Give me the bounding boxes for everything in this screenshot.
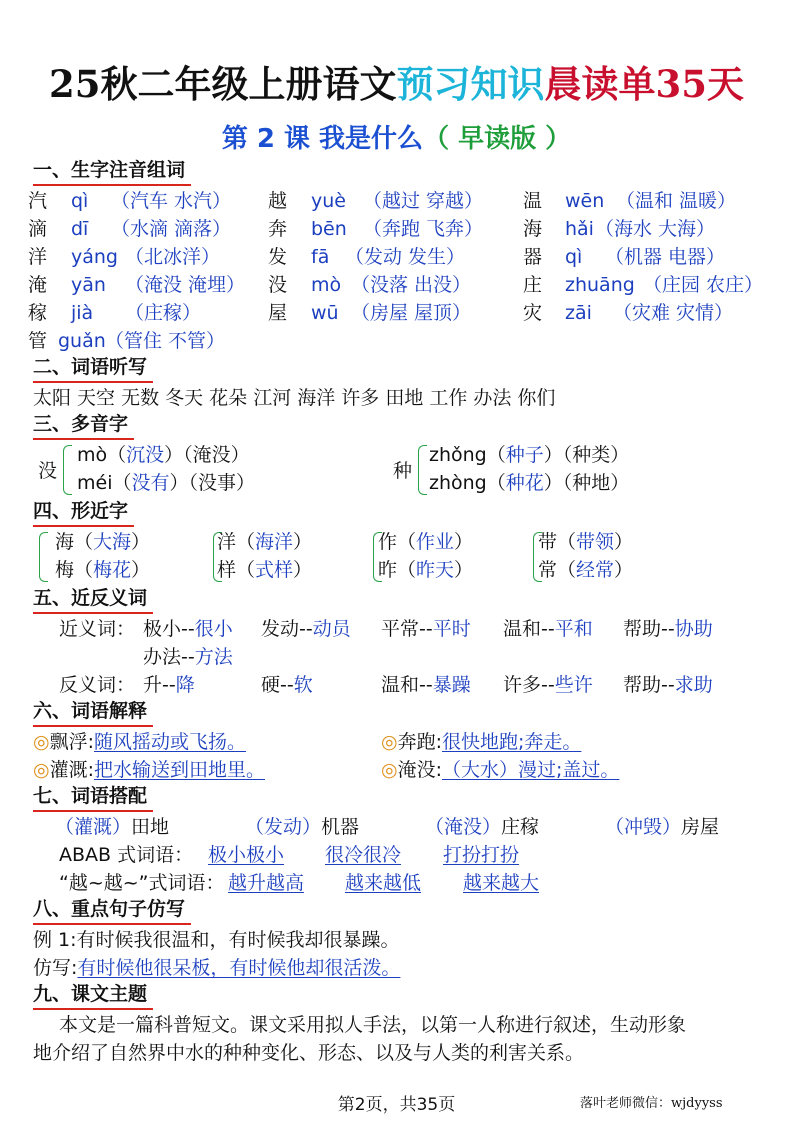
words: （庄稼） (125, 302, 202, 324)
section-heading-3: 三、多音字 (33, 412, 134, 440)
words: （庄园 农庄） (643, 274, 764, 296)
yue-word: 越来越大 (463, 872, 540, 894)
abab-word: 打扮打扮 (443, 844, 520, 866)
pinyin: yuè (311, 190, 346, 212)
polyphone-line: mò（沉没）（淹没） (77, 444, 250, 466)
char-table (28, 187, 764, 355)
yue-word: 越来越低 (345, 872, 422, 894)
example-sentence: 例 1:有时候我很温和，有时候我却很暴躁。 (33, 929, 400, 951)
words: （发动 发生） (345, 246, 466, 268)
char: 海 (523, 218, 543, 240)
collocation-pair: （淹没）庄稼 (425, 816, 540, 838)
words: （灾难 灾情） (613, 302, 734, 324)
words: （机器 电器） (605, 246, 726, 268)
section-heading-4: 四、形近字 (33, 499, 134, 527)
synonym-pair: 发动--动员 (261, 618, 351, 640)
pinyin: wū (311, 302, 339, 324)
pinyin: jià (71, 302, 94, 324)
char: 淹 (28, 274, 48, 296)
section-heading-9: 九、课文主题 (33, 982, 153, 1010)
page-title (0, 54, 793, 108)
pinyin: zāi (565, 302, 592, 324)
pinyin: qì (565, 246, 583, 268)
synonym-pair: 极小--很小 (143, 618, 233, 640)
antonym-pair: 硬--软 (261, 674, 313, 696)
definition-item: ◎淹没:（大水）漫过;盖过。 (381, 759, 620, 781)
synonym-pair: 办法--方法 (143, 646, 233, 668)
synonym-pair: 温和--平和 (503, 618, 593, 640)
pinyin: yān (71, 274, 106, 296)
brace (418, 445, 427, 495)
section-heading-7: 七、词语搭配 (33, 784, 153, 812)
yue-row (33, 869, 763, 897)
char-row (28, 327, 763, 355)
char-row (28, 299, 763, 327)
similar-chars (33, 528, 763, 586)
polyphone-line: méi（没有）（没事） (77, 472, 256, 494)
abab-word: 极小极小 (208, 844, 285, 866)
synonym-pair: 平常--平时 (381, 618, 471, 640)
similar-char-line: 作（作业） (378, 531, 474, 553)
pinyin: zhuāng (565, 274, 635, 296)
char: 汽 (28, 190, 48, 212)
synonym-label: 近义词： (59, 618, 136, 640)
dictation-words: 太阳 天空 无数 冬天 花朵 江河 海洋 许多 田地 工作 办法 你们 (33, 387, 556, 409)
abab-word: 很冷很冷 (325, 844, 402, 866)
words: （海水 大海） (595, 218, 716, 240)
wechat-contact: 落叶老师微信：wjdyyss (580, 1096, 723, 1111)
char-row (28, 215, 763, 243)
definition-row (33, 728, 763, 756)
antonym-pair: 升--降 (143, 674, 195, 696)
title-part1: 25秋二年级上册语文 (49, 62, 397, 106)
similar-char-line: 昨（昨天） (378, 559, 474, 581)
similar-char-line: 带（带领） (538, 531, 634, 553)
char: 滴 (28, 218, 48, 240)
title-part2: 预习知识 (396, 62, 545, 106)
similar-char-line: 洋（海洋） (217, 531, 313, 553)
collocation-pair: （冲毁）房屋 (605, 816, 720, 838)
section-heading-2: 二、词语听写 (33, 355, 153, 383)
circle-bullet-icon: ◎ (33, 759, 50, 781)
words: （管住 不管） (105, 330, 226, 352)
pinyin: hǎi (565, 218, 594, 240)
pinyin: guǎn (58, 330, 106, 352)
words: （温和 温暖） (616, 190, 737, 212)
words: （奔跑 飞奔） (363, 218, 484, 240)
definition-item: ◎灌溉:把水输送到田地里。 (33, 759, 266, 781)
lesson-subtitle (0, 118, 793, 155)
antonym-label: 反义词： (59, 674, 136, 696)
antonym-pair: 许多--些许 (503, 674, 593, 696)
pinyin: fā (311, 246, 330, 268)
section-heading-1: 一、生字注音组词 (33, 158, 191, 186)
words: （北冰洋） (125, 246, 221, 268)
polyphone-line: zhòng（种花）（种地） (429, 472, 630, 494)
circle-bullet-icon: ◎ (381, 759, 398, 781)
antonym-pair: 帮助--求助 (623, 674, 713, 696)
pinyin: bēn (311, 218, 347, 240)
collocation-pair: （灌溉）田地 (55, 816, 170, 838)
words: （房屋 屋顶） (351, 302, 472, 324)
polyphone-group (33, 441, 763, 499)
char: 管 (28, 330, 48, 352)
polyphone-char: 没 (38, 460, 58, 482)
char: 奔 (268, 218, 288, 240)
section-heading-6: 六、词语解释 (33, 699, 153, 727)
similar-char-line: 海（大海） (55, 531, 151, 553)
section-heading-8: 八、重点句子仿写 (33, 897, 191, 925)
synonym-pair: 帮助--协助 (623, 618, 713, 640)
abab-label: ABAB 式词语： (59, 844, 194, 866)
pinyin: dī (71, 218, 89, 240)
similar-char-line: 样（式样） (217, 559, 313, 581)
char: 发 (268, 246, 288, 268)
char: 温 (523, 190, 543, 212)
circle-bullet-icon: ◎ (33, 731, 50, 753)
page-number: 第2页，共35页 (337, 1095, 456, 1115)
worksheet-content (28, 158, 764, 1067)
char: 越 (268, 190, 288, 212)
yue-label: “越~越~”式词语： (59, 872, 225, 894)
definition-item: ◎奔跑:很快地跑;奔走。 (381, 731, 582, 753)
char: 庄 (523, 274, 543, 296)
pinyin: wēn (565, 190, 605, 212)
yue-word: 越升越高 (228, 872, 305, 894)
char: 灾 (523, 302, 543, 324)
synonyms-row (33, 615, 763, 643)
char: 稼 (28, 302, 48, 324)
pinyin: yáng (71, 246, 118, 268)
polyphone-char: 种 (393, 460, 413, 482)
char: 屋 (268, 302, 288, 324)
imitation-sentence: 仿写:有时候他很呆板，有时候他却很活泼。 (33, 957, 401, 979)
theme-line: 本文是一篇科普短文。课文采用拟人手法，以第一人称进行叙述，生动形象 (59, 1014, 687, 1036)
brace (63, 445, 72, 495)
similar-char-line: 常（经常） (538, 559, 634, 581)
char: 洋 (28, 246, 48, 268)
char: 器 (523, 246, 543, 268)
synonyms-row (33, 643, 763, 671)
similar-char-line: 梅（梅花） (55, 559, 151, 581)
lesson-title: 第 2 课 我是什么 (221, 124, 424, 154)
polyphone-line: zhǒng（种子）（种类） (429, 444, 630, 466)
pinyin: qì (71, 190, 89, 212)
antonym-pair: 温和--暴躁 (381, 674, 471, 696)
words: （淹没 淹埋） (125, 274, 246, 296)
version-label: （ 早读版 ） (423, 124, 572, 154)
title-part3: 晨读单35天 (544, 62, 744, 106)
theme-line: 地介绍了自然界中水的种种变化、形态、以及与人类的利害关系。 (33, 1042, 585, 1064)
collocation-row (33, 813, 763, 841)
char-row (28, 187, 763, 215)
definition-row (33, 756, 763, 784)
words: （越过 穿越） (363, 190, 484, 212)
words: （汽车 水汽） (111, 190, 232, 212)
char: 没 (268, 274, 288, 296)
definition-item: ◎飘浮:随风摇动或飞扬。 (33, 731, 247, 753)
abab-row (33, 841, 763, 869)
collocation-pair: （发动）机器 (245, 816, 360, 838)
brace (39, 532, 48, 582)
antonyms-row (33, 671, 763, 699)
pinyin: mò (311, 274, 342, 296)
section-heading-5: 五、近反义词 (33, 586, 153, 614)
char-row (28, 243, 763, 271)
char-row (28, 271, 764, 299)
circle-bullet-icon: ◎ (381, 731, 398, 753)
words: （水滴 滴落） (111, 218, 232, 240)
words: （没落 出没） (351, 274, 472, 296)
